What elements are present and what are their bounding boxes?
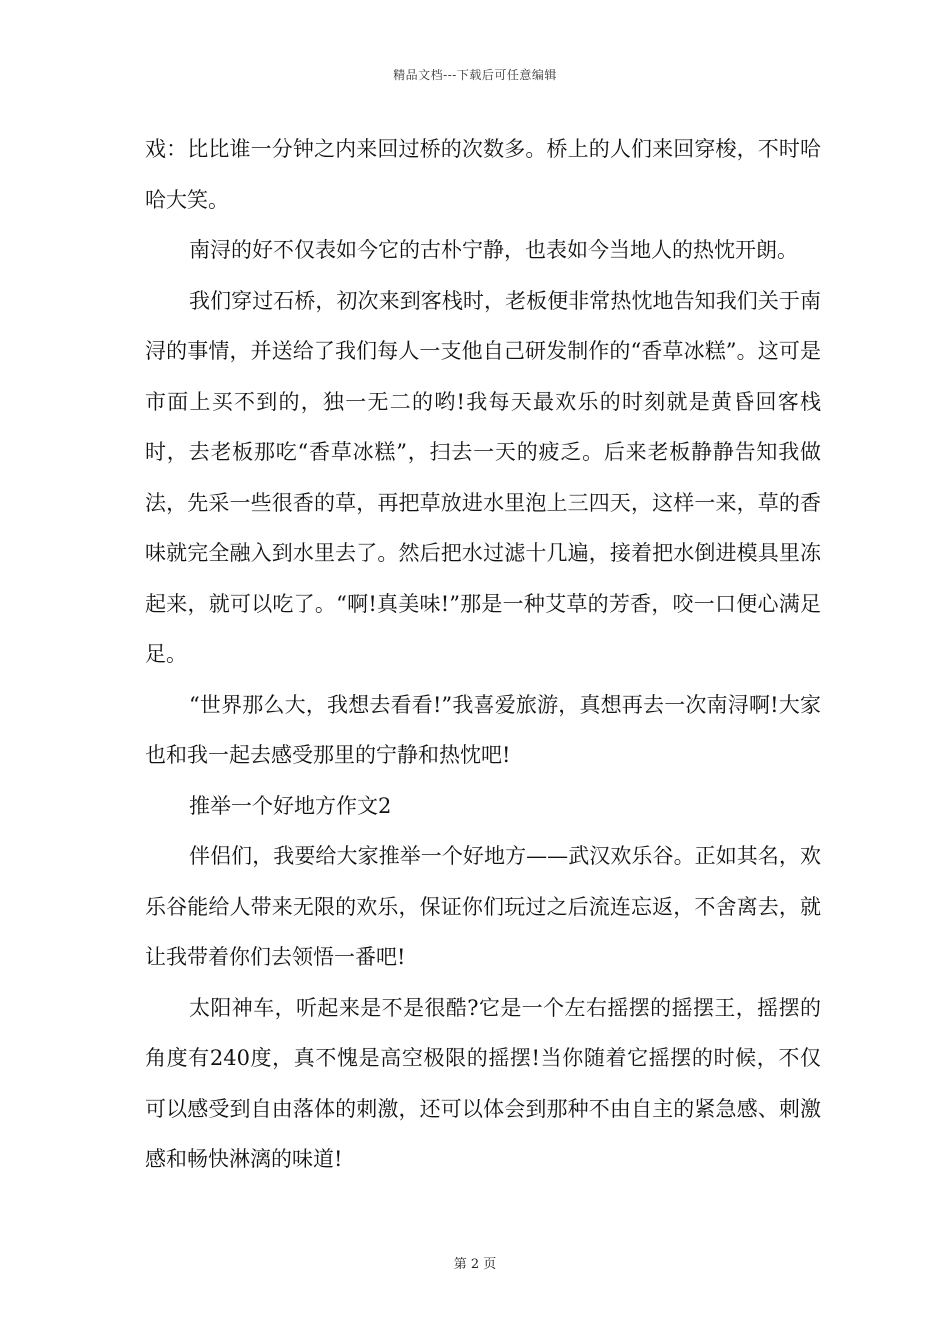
paragraph: “世界那么大，我想去看看!”我喜爱旅游，真想再去一次南浔啊!大家也和我一起去感受那里的宁静和热忱吧! (145, 692, 821, 767)
section-title: 推举一个好地方作文2 (189, 793, 392, 818)
paragraph: 太阳神车，听起来是不是很酷?它是一个左右摇摆的摇摆王，摇摆的角度有240度，真不愧是高空极限的摇摆!当你随着它摇摆的时候，不仅可以感受到自由落体的刺激，还可以体会到那种不由自主的紧急感、刺激感和畅快淋漓的味道! (145, 995, 821, 1171)
paragraph: 我们穿过石桥，初次来到客栈时，老板便非常热忱地告知我们关于南浔的事情，并送给了我们每人一支他自己研发制作的“香草冰糕”。这可是市面上买不到的，独一无二的哟!我每天最欢乐的时刻就是黄昏回客栈时，去老板那吃“香草冰糕”，扫去一天的疲乏。后来老板静静告知我做法，先采一些很香的草，再把草放进水里泡上三四天，这样一来，草的香味就完全融入到水里去了。然后把水过滤十几遍，接着把水倒进模具里冻起来，就可以吃了。“啊!真美味!”那是一种艾草的芳香，咬一口便心满足足。 (145, 288, 821, 666)
page-header: 精品文档---下载后可任意编辑 (393, 68, 557, 82)
paragraph-continuation: 戏：比比谁一分钟之内来回过桥的次数多。桥上的人们来回穿梭，不时哈哈大笑。 (145, 137, 821, 212)
paragraph: 南浔的好不仅表如今它的古朴宁静，也表如今当地人的热忱开朗。 (189, 238, 798, 262)
page-number: 第 2 页 (453, 1257, 497, 1272)
document-body (145, 124, 821, 1185)
paragraph: 伴侣们，我要给大家推举一个好地方——武汉欢乐谷。正如其名，欢乐谷能给人带来无限的欢乐，保证你们玩过之后流连忘返，不舍离去，就让我带着你们去领悟一番吧! (145, 844, 821, 969)
